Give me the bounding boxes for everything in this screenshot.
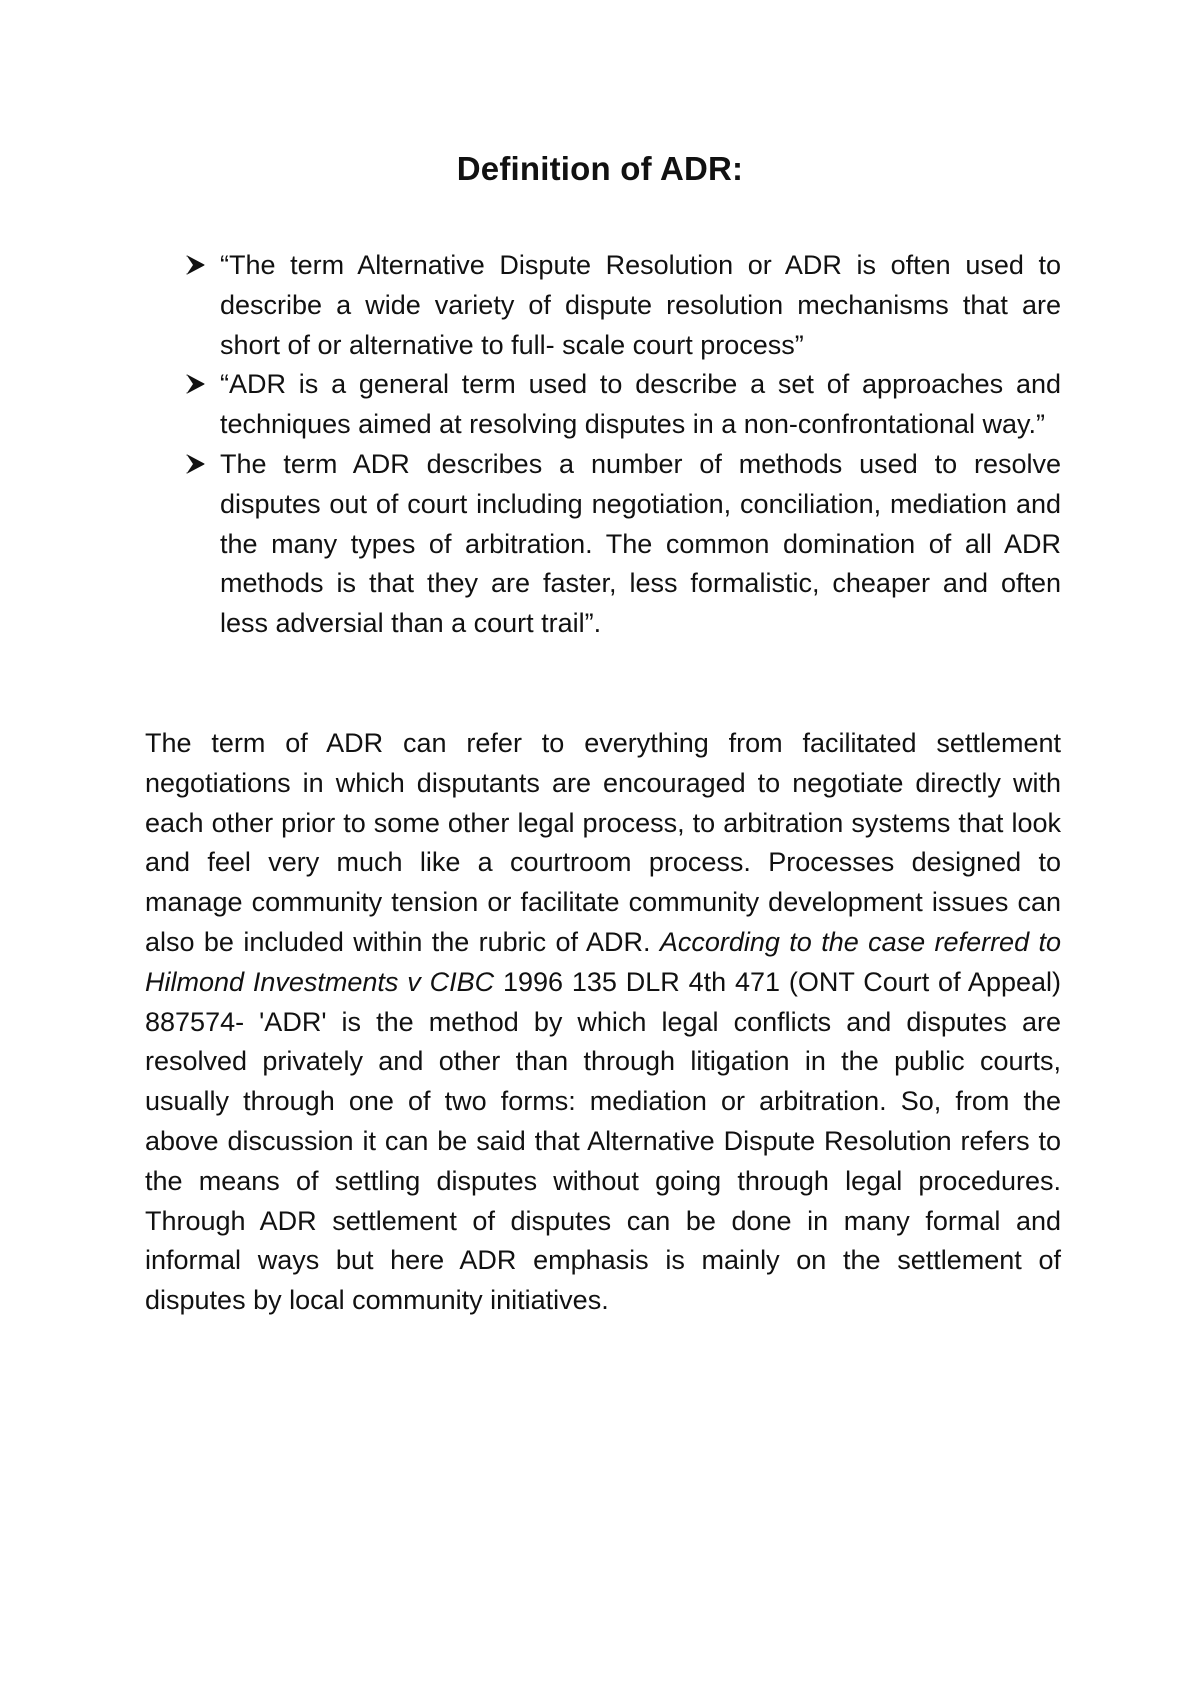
list-item <box>185 365 1061 445</box>
list-item <box>185 246 1061 365</box>
page-title: Definition of ADR: <box>456 150 744 187</box>
list-item-text: “The term Alternative Dispute Resolution or ADR is often used to describe a wide variety of dispute resolution mechanisms that are short of or alternative to full- scale court process” <box>220 250 1061 360</box>
list-item-text: The term ADR describes a number of methods used to resolve disputes out of court including negotiation, conciliation, mediation and the many types of arbitration. The common domination of all ADR methods is that they are faster, less formalistic, cheaper and often less adversial than a court trail”. <box>220 448 1061 639</box>
paragraph-text-part2: 1996 135 DLR 4th 471 (ONT Court of Appeal) 887574- 'ADR' is the method by which legal conflicts and disputes are resolved privately and other than through litigation in the public courts, usually through one of two forms: mediation or arbitration. So, from the above discussion it can be said that Alternative Dispute Resolution refers to the means of settling disputes without going through legal procedures. Through ADR settlement of disputes can be done in many formal and informal ways but here ADR emphasis is mainly on the settlement of disputes by local community initiatives. <box>145 966 1061 1316</box>
arrowhead-bullet-icon <box>185 255 205 275</box>
arrowhead-bullet-icon <box>185 454 205 474</box>
paragraph-text-part1: The term of ADR can refer to everything from facilitated settlement negotiations in which disputants are encouraged to negotiate directly with each other prior to some other legal process, to arbitration systems that look and feel very much like a courtroom process. Processes designed to manage community tension or facilitate community development issues can also be included within the rubric of ADR. <box>145 728 1061 957</box>
arrowhead-bullet-icon <box>185 374 205 394</box>
definition-list <box>185 246 1061 644</box>
list-item-text: “ADR is a general term used to describe a set of approaches and techniques aimed at resolving disputes in a non-confrontational way.” <box>220 369 1061 440</box>
body-paragraph <box>145 724 1061 1321</box>
list-item <box>185 445 1061 644</box>
case-reference-italic: According to the case referred to Hilmond Investments v CIBC <box>145 926 1061 997</box>
